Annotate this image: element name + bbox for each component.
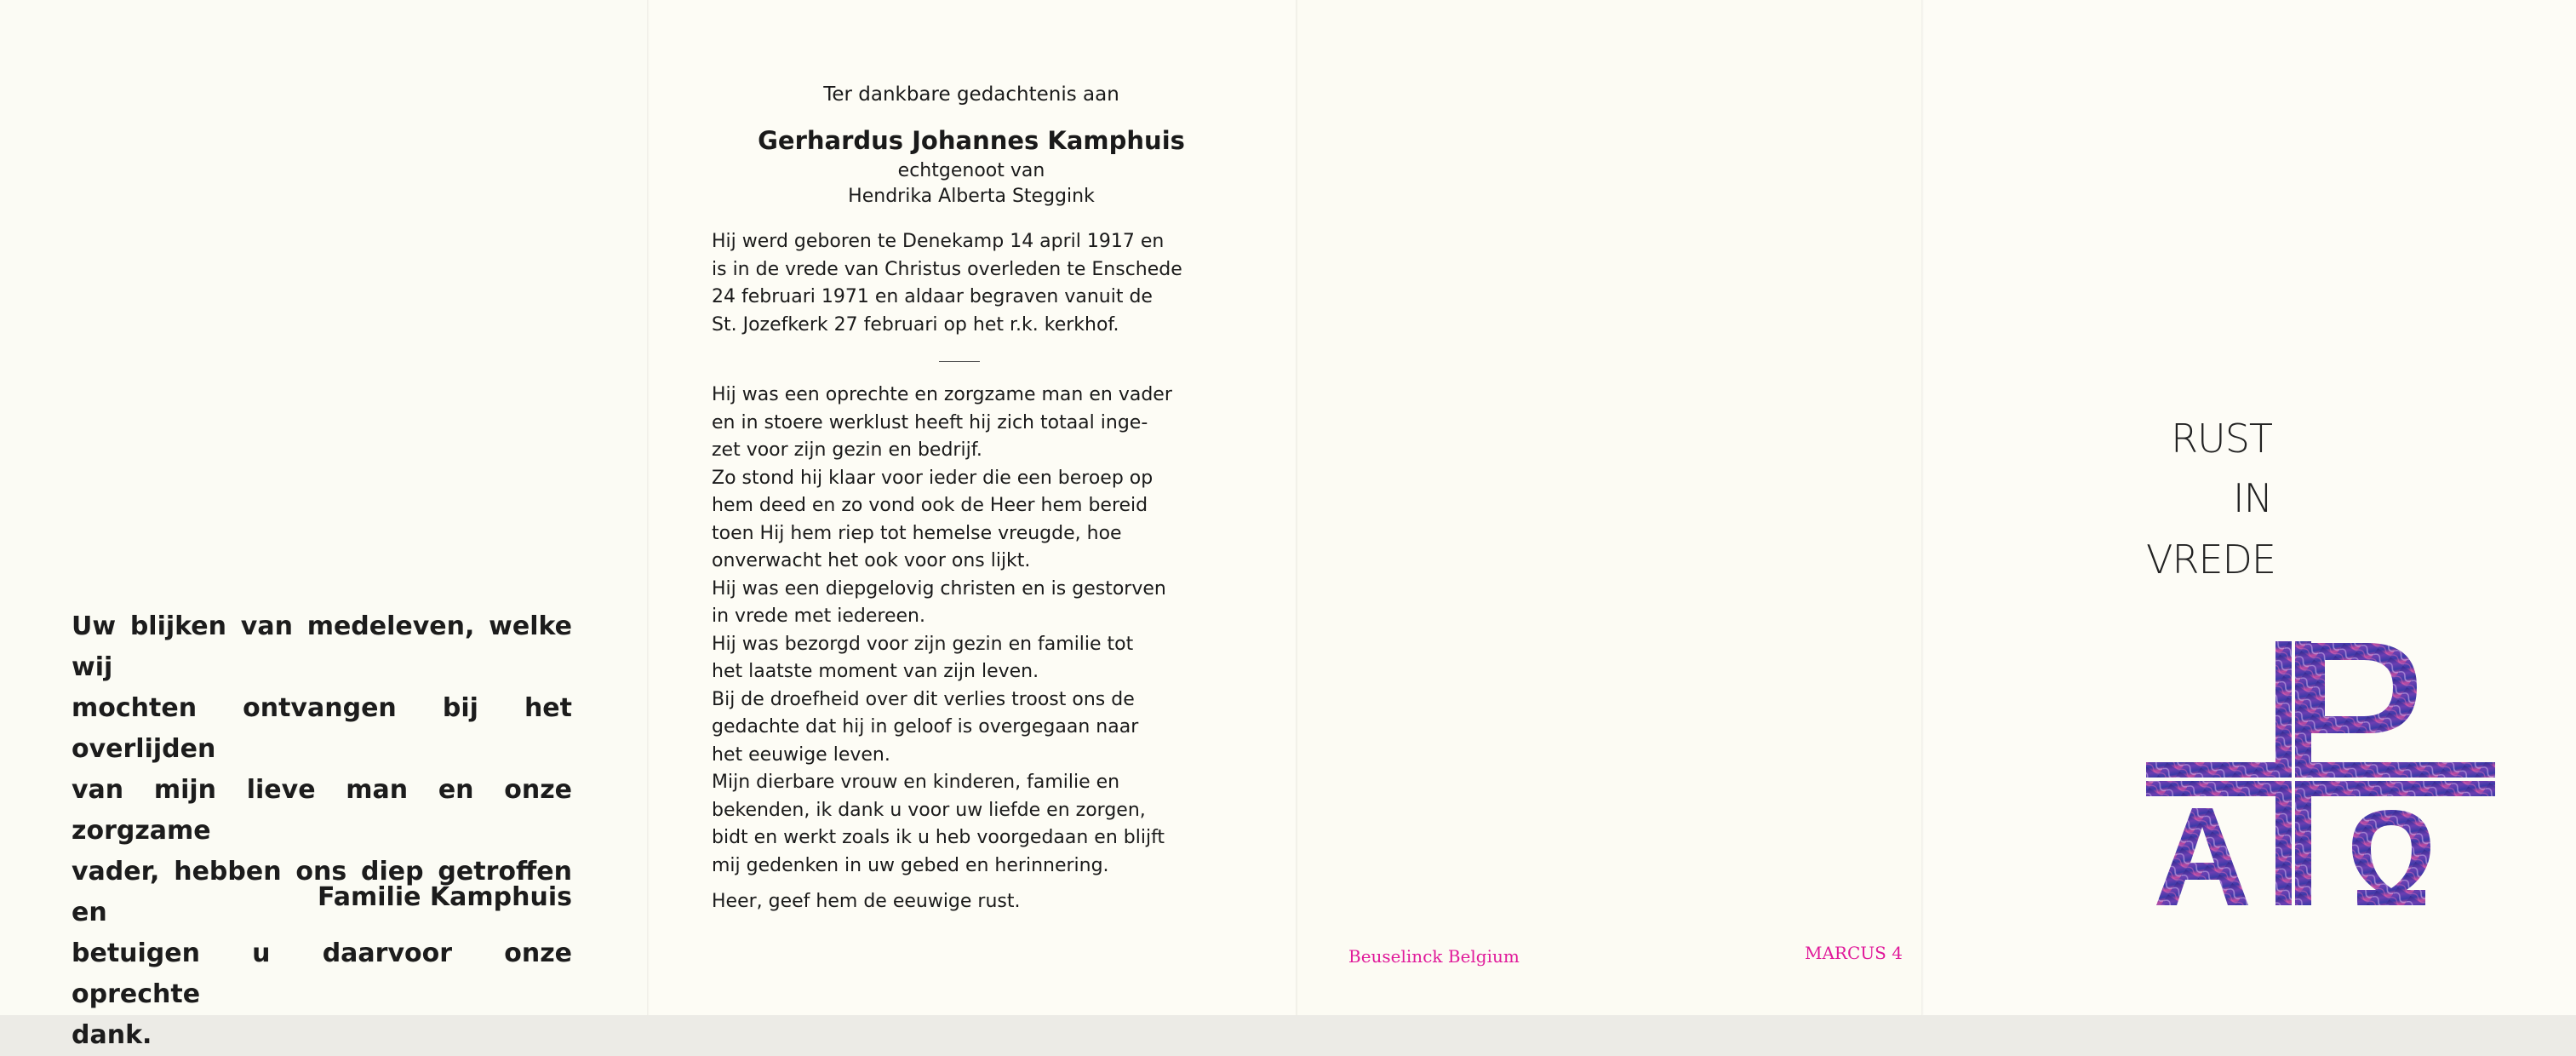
text-line: Zo stond hij klaar voor ieder die een beroep op (712, 467, 1153, 489)
text-line: onverwacht het ook voor ons lijkt. (712, 550, 1031, 571)
family-signature: Familie Kamphuis (318, 882, 572, 912)
text-line: mij gedenken in uw gebed en herinnering. (712, 854, 1109, 876)
text-line: toen Hij hem riep tot hemelse vreugde, hoe (712, 522, 1122, 544)
birth-line: St. Jozefkerk 27 februari op het r.k. kerkhof. (712, 313, 1119, 336)
text-line: Hij was bezorgd voor zijn gezin en familie tot (712, 633, 1134, 655)
spouse-name: Hendrika Alberta Steggink (848, 186, 1095, 207)
text-line: Hij was een diepgelovig christen en is gestorven (712, 577, 1166, 600)
chi-rho-alpha-omega-icon (2144, 634, 2502, 915)
cover-title-line: IN (2233, 475, 2272, 521)
omega-letter (2352, 810, 2430, 905)
text-line: in vrede met iedereen. (712, 605, 925, 627)
memorial-text (712, 382, 1209, 880)
text-line: zet voor zijn gezin en bedrijf. (712, 439, 982, 461)
spouse-label: echtgenoot van (897, 160, 1045, 181)
cover-title-line: VREDE (2146, 537, 2275, 583)
thanks-line: mochten ontvangen bij het overlijden (72, 693, 572, 764)
divider (939, 361, 980, 362)
text-line: het eeuwige leven. (712, 743, 890, 766)
fold-line (1296, 0, 1298, 1015)
text-line: Hij was een oprechte en zorgzame man en vader (712, 384, 1172, 405)
fold-line (647, 0, 650, 1015)
back-panel (1296, 0, 1921, 1015)
thanks-line: Uw blijken van medeleven, welke wij (72, 611, 572, 682)
text-line: bidt en werkt zoals ik u heb voorgedaan en blijft (712, 827, 1165, 848)
cover-panel (1921, 0, 2576, 1015)
thanks-line: vader, hebben ons diep getroffen en (72, 857, 572, 927)
memorial-panel (647, 0, 1296, 1015)
closing-prayer: Heer, geef hem de eeuwige rust. (712, 891, 1021, 912)
printer-credit: Beuselinck Belgium (1348, 946, 1520, 967)
birth-line: is in de vrede van Christus overleden te Enschede (712, 258, 1182, 280)
cover-title-line: RUST (2171, 416, 2272, 462)
text-line: hem deed en zo vond ook de Heer hem bereid (712, 495, 1148, 516)
text-line: het laatste moment van zijn leven. (712, 661, 1039, 682)
birth-death-paragraph (712, 228, 1209, 339)
thanks-line: betuigen u daarvoor onze oprechte (72, 938, 572, 1009)
text-line: Mijn dierbare vrouw en kinderen, familie en (712, 772, 1120, 793)
memorial-intro: Ter dankbare gedachtenis aan (823, 83, 1119, 106)
series-label: MARCUS 4 (1805, 943, 1903, 963)
text-line: bekenden, ik dank u voor uw liefde en zorgen, (712, 799, 1146, 821)
thanks-line: van mijn lieve man en onze zorgzame (72, 775, 572, 846)
rho-bowl (2311, 643, 2417, 733)
thanks-message (72, 606, 572, 1056)
birth-line: Hij werd geboren te Denekamp 14 april 1917 en (712, 231, 1165, 252)
text-line: en in stoere werklust heeft hij zich totaal inge- (712, 411, 1148, 433)
thanks-line: dank. (72, 1020, 152, 1050)
fold-line (1921, 0, 1924, 1015)
deceased-name: Gerhardus Johannes Kamphuis (758, 126, 1185, 155)
thanks-panel (0, 0, 647, 1050)
text-line: gedachte dat hij in geloof is overgegaan naar (712, 716, 1139, 737)
alpha-letter (2156, 808, 2248, 905)
text-line: Bij de droefheid over dit verlies troost ons de (712, 688, 1135, 710)
birth-line: 24 februari 1971 en aldaar begraven vanuit de (712, 286, 1153, 307)
